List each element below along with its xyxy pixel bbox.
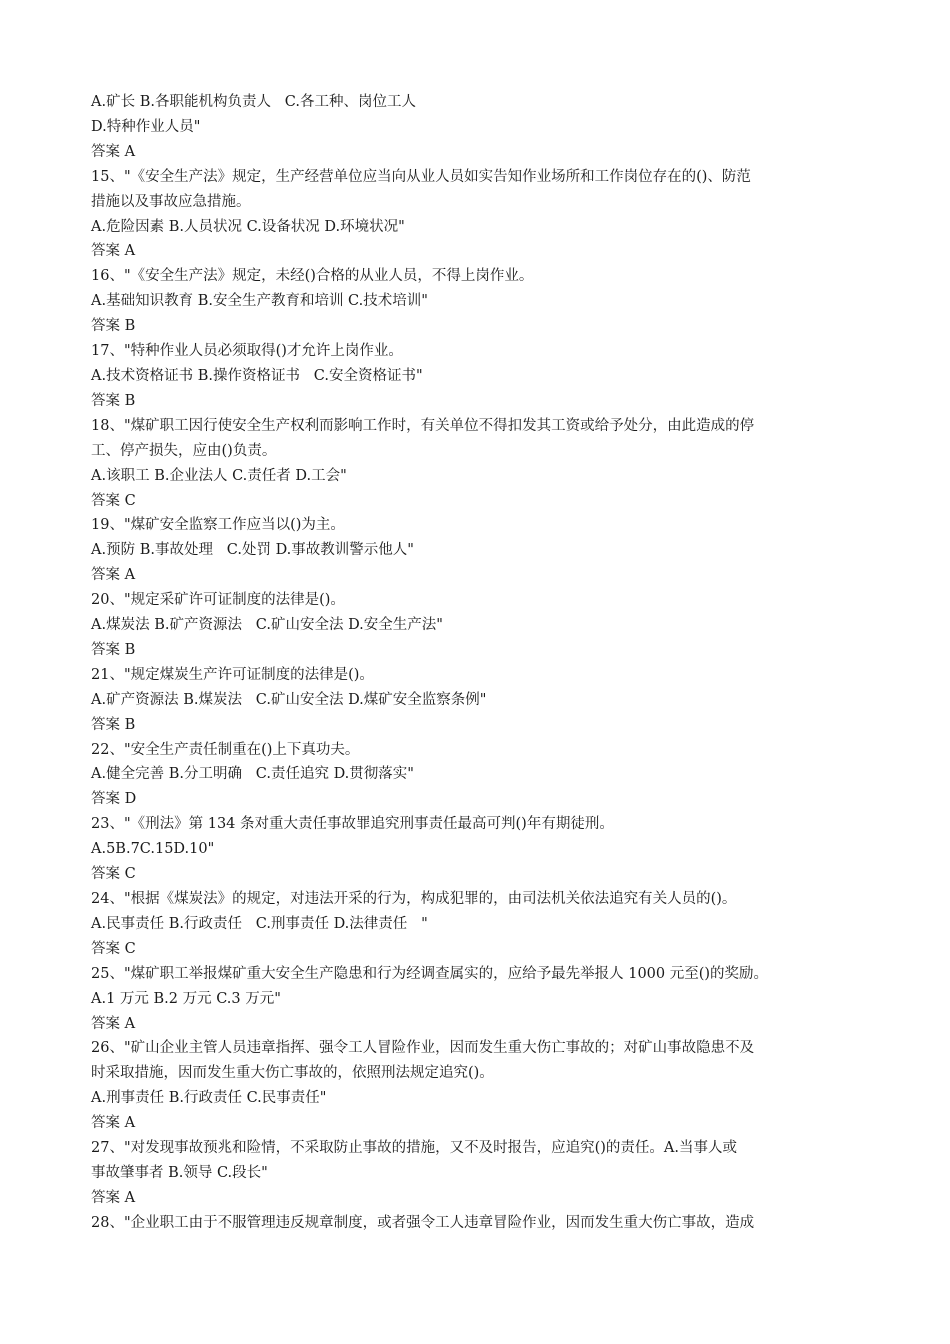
question-line: 15、"《安全生产法》规定，生产经营单位应当向从业人员如实告知作业场所和工作岗位存在的()、防范 <box>91 168 751 185</box>
options-line: A.危险因素 B.人员状况 C.设备状况 D.环境状况" <box>91 218 405 235</box>
question-line: 26、"矿山企业主管人员违章指挥、强令工人冒险作业，因而发生重大伤亡事故的；对矿山事故隐患不及 <box>91 1040 755 1057</box>
options-line: A.1 万元 B.2 万元 C.3 万元" <box>91 990 281 1007</box>
answer-line: 答案 A <box>91 1115 136 1132</box>
options-line: A.技术资格证书 B.操作资格证书 C.安全资格证书" <box>91 367 423 384</box>
options-line: A.预防 B.事故处理 C.处罚 D.事故教训警示他人" <box>91 542 414 559</box>
text-line: 工、停产损失，应由()负责。 <box>91 442 277 459</box>
answer-line: 答案 C <box>91 492 136 509</box>
text-line: 时采取措施，因而发生重大伤亡事故的，依照刑法规定追究()。 <box>91 1065 494 1082</box>
answer-line: 答案 B <box>91 641 136 658</box>
question-line: 25、"煤矿职工举报煤矿重大安全生产隐患和行为经调查属实的，应给予最先举报人 1000 元至()的奖励。 <box>91 965 769 982</box>
question-line: 16、"《安全生产法》规定，未经()合格的从业人员，不得上岗作业。 <box>91 268 534 285</box>
options-line: A.刑事责任 B.行政责任 C.民事责任" <box>91 1090 327 1107</box>
answer-line: 答案 A <box>91 1189 136 1206</box>
options-line: A.基础知识教育 B.安全生产教育和培训 C.技术培训" <box>91 293 428 310</box>
question-line: 23、"《刑法》第 134 条对重大责任事故罪追究刑事责任最高可判()年有期徒刑。 <box>91 816 614 833</box>
text-line: A.矿长 B.各职能机构负责人 C.各工种、岗位工人 <box>91 94 416 110</box>
text-line: 措施以及事故应急措施。 <box>91 193 251 210</box>
answer-line: 答案 C <box>91 866 136 883</box>
options-line: A.煤炭法 B.矿产资源法 C.矿山安全法 D.安全生产法" <box>91 617 443 634</box>
answer-line: 答案 A <box>91 567 136 584</box>
question-line: 22、"安全生产责任制重在()上下真功夫。 <box>91 741 360 758</box>
answer-line: 答案 D <box>91 791 137 808</box>
question-line: 24、"根据《煤炭法》的规定，对违法开采的行为，构成犯罪的，由司法机关依法追究有关人员的()。 <box>91 891 737 907</box>
answer-line: 答案 A <box>91 143 136 160</box>
answer-line: 答案 B <box>91 716 136 733</box>
answer-line: 答案 B <box>91 318 136 335</box>
question-line: 19、"煤矿安全监察工作应当以()为主。 <box>91 517 345 534</box>
question-line: 17、"特种作业人员必须取得()才允许上岗作业。 <box>91 343 403 360</box>
options-line: A.该职工 B.企业法人 C.责任者 D.工会" <box>91 467 347 484</box>
answer-line: 答案 A <box>91 1015 136 1032</box>
question-line: 21、"规定煤炭生产许可证制度的法律是()。 <box>91 666 374 683</box>
options-line: A.民事责任 B.行政责任 C.刑事责任 D.法律责任 " <box>91 915 428 932</box>
answer-line: 答案 A <box>91 243 136 260</box>
question-line: 27、"对发现事故预兆和险情，不采取防止事故的措施，又不及时报告，应追究()的责任。A.当事人或 <box>91 1140 738 1157</box>
question-line: 28、"企业职工由于不服管理违反规章制度，或者强令工人违章冒险作业，因而发生重大伤亡事故，造成 <box>91 1214 755 1231</box>
options-line: 事故肇事者 B.领导 C.段长" <box>91 1164 268 1181</box>
options-line: A.健全完善 B.分工明确 C.责任追究 D.贯彻落实" <box>91 766 414 783</box>
answer-line: 答案 B <box>91 392 136 409</box>
answer-line: 答案 C <box>91 940 136 957</box>
options-line: A.5B.7C.15D.10" <box>91 841 215 858</box>
document-page <box>91 90 861 1236</box>
question-line: 18、"煤矿职工因行使安全生产权利而影响工作时，有关单位不得扣发其工资或给予处分，由此造成的停 <box>91 417 755 434</box>
text-line: D.特种作业人员" <box>91 118 201 135</box>
question-line: 20、"规定采矿许可证制度的法律是()。 <box>91 592 345 609</box>
options-line: A.矿产资源法 B.煤炭法 C.矿山安全法 D.煤矿安全监察条例" <box>91 691 487 708</box>
